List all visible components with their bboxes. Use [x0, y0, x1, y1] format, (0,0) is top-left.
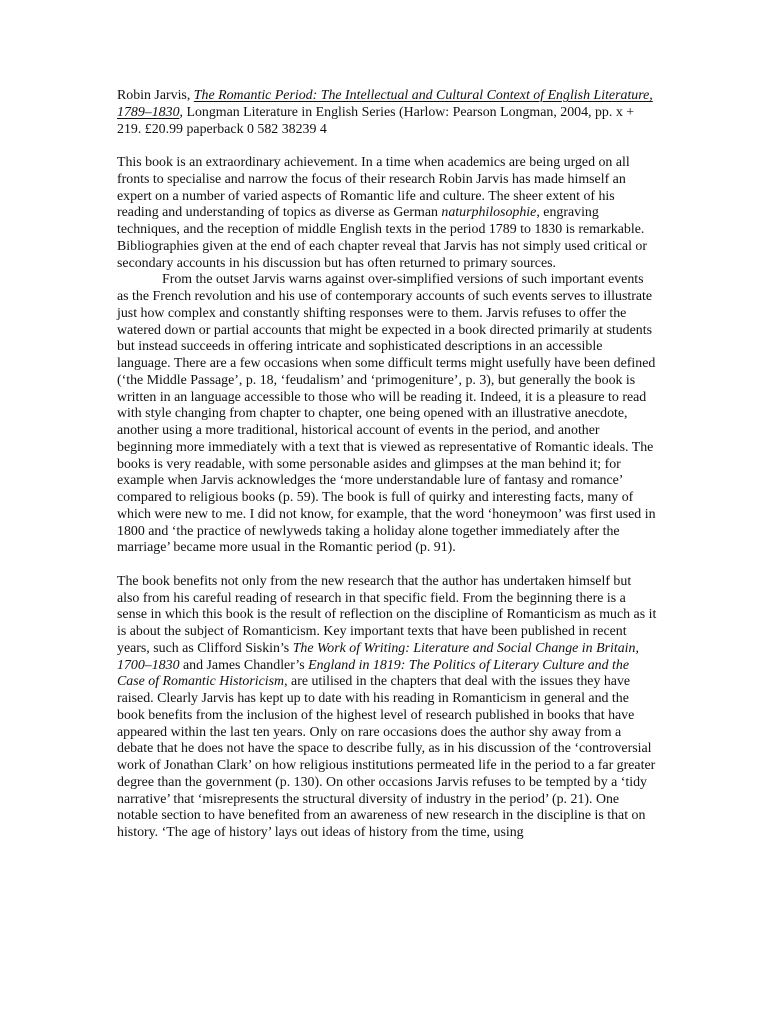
paragraph-1-text-b: , engraving techniques, and the reception of middle English texts in the period 1789 to 1830 is remarkable. Bibliographies given at the end of each chapter reveal that Jarvis has not simply used critical or secondary accounts in his discussion but has often returned to primary sources.: [117, 205, 647, 271]
citation-author: Robin Jarvis,: [117, 88, 194, 103]
paragraph-1-text-a: This book is an extraordinary achievement. In a time when academics are being urged on all fronts to specialise and narrow the focus of their research Robin Jarvis has made himself an expert on a number of varied aspects of Romantic life and culture. The sheer extent of his reading and understanding of topics as diverse as German: [117, 155, 630, 221]
review-paragraph-3: [117, 574, 657, 842]
paragraph-3-text-c: , are utilised in the chapters that deal with the issues they have raised. Clearly Jarvis has kept up to date with his reading in Romanticism in general and the book benefits from the inclusion of the highest level of research published in books that have appeared within the last ten years. Only on rare occasions does the author shy away from a debate that he does not have the space to describe fully, as in his discussion of the ‘controversial work of Jonathan Clark’ on how religious institutions permeated life in the period to a far greater degree than the government (p. 130). On other occasions Jarvis refuses to be tempted by a ‘tidy narrative’ that ‘misrepresents the structural diversity of industry in the period’ (p. 21). One notable section to have benefited from an awareness of new research in the discipline is that on history. ‘The age of history’ lays out ideas of history from the time, using: [117, 674, 656, 840]
review-paragraph-2: From the outset Jarvis warns against over-simplified versions of such important events as the French revolution and his use of contemporary accounts of such events serves to illustrate just how complex and constantly shifting responses were to them. Jarvis refuses to offer the watered down or partial accounts that might be expected in a book directed primarily at students but instead succeeds in offering intricate and sophisticated descriptions in an accessible language. There are a few occasions when some difficult terms might usefully have been defined (‘the Middle Passage’, p. 18, ‘feudalism’ and ‘primogeniture’, p. 3), but generally the book is written in an language accessible to those who will be reading it. Indeed, it is a pleasure to read with style changing from chapter to chapter, one being opened with an illustrative anecdote, another using a more traditional, historical account of events in the period, and another beginning more immediately with a text that is viewed as representative of Romantic ideals. The books is very readable, with some personable asides and glimpses at the man behind it; for example when Jarvis acknowledges the ‘more understandable lure of fantasy and romance’ compared to religious books (p. 59). The book is full of quirky and interesting facts, many of which were new to me. I did not know, for example, that the word ‘honeymoon’ was first used in 1800 and ‘the practice of newlyweds taking a holiday alone together immediately after the marriage’ became more usual in the Romantic period (p. 91).: [117, 272, 656, 556]
review-page: [117, 88, 657, 842]
paragraph-3-text-b: and James Chandler’s: [179, 657, 309, 673]
citation-details: , Longman Literature in English Series (Harlow: Pearson Longman, 2004, pp. x + 219. £20.99 paperback 0 582 38239 4: [117, 104, 635, 137]
review-paragraph-1: [117, 155, 657, 272]
paragraph-3-text-a: The book benefits not only from the new research that the author has undertaken himself but also from his careful reading of research in that specific field. From the beginning there is a sense in which this book is the result of reflection on the discipline of Romanticism as much as it is about the subject of Romanticism. Key important texts that have been published in recent years, such as Clifford Siskin’s: [117, 573, 657, 656]
citation-title: The Romantic Period: The Intellectual and Cultural Context of English Literature, 1789–1830: [117, 88, 653, 120]
paragraph-1-italic: naturphilosophie: [441, 205, 537, 221]
paragraph-3-italic-title-1: The Work of Writing: Literature and Social Change in Britain, 1700–1830: [117, 640, 639, 673]
paragraph-3-italic-title-2: England in 1819: The Politics of Literary Culture and the Case of Romantic Historicism: [117, 657, 629, 690]
book-citation: [117, 88, 657, 138]
